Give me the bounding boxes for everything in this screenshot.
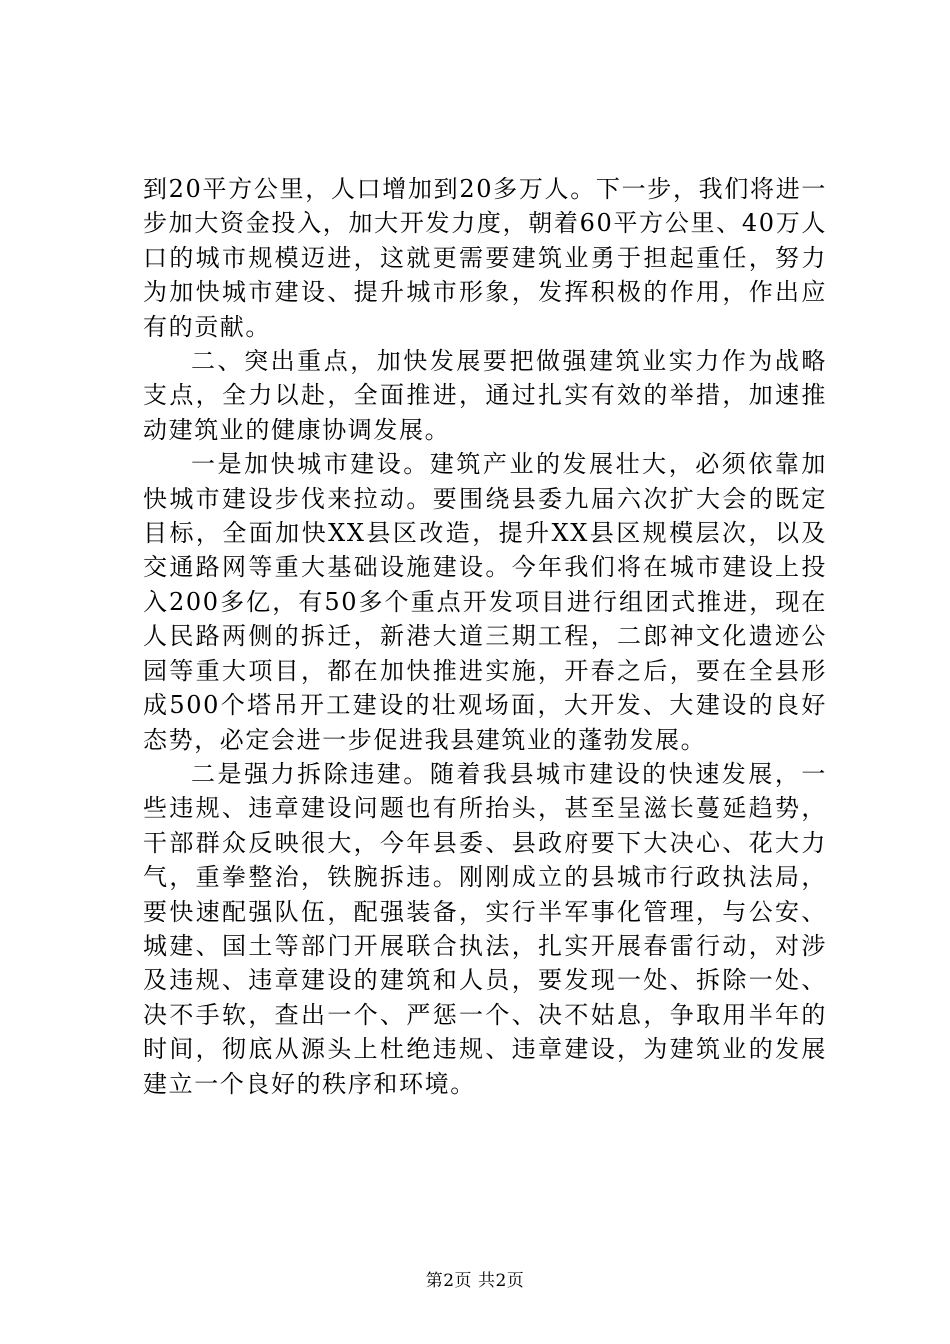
document-body (143, 172, 827, 1101)
page-footer (0, 1270, 950, 1292)
paragraph-continuation: 到20平方公里，人口增加到20多万人。下一步，我们将进一步加大资金投入，加大开发力度，朝着60平方公里、40万人口的城市规模迈进，这就更需要建筑业勇于担起重任，努力为加快城市建设、提升城市形象，发挥积极的作用，作出应有的贡献。 (143, 175, 827, 341)
paragraph-section-two: 二、突出重点，加快发展要把做强建筑业实力作为战略支点，全力以赴，全面推进，通过扎实有效的举措，加速推动建筑业的健康协调发展。 (143, 347, 827, 444)
paragraph-demolish-illegal-buildings: 二是强力拆除违建。随着我县城市建设的快速发展，一些违规、违章建设问题也有所抬头，甚至呈滋长蔓延趋势，干部群众反映很大，今年县委、县政府要下大决心、花大力气，重拳整治，铁腕拆违。刚刚成立的县城市行政执法局，要快速配强队伍，配强装备，实行半军事化管理，与公安、城建、国土等部门开展联合执法，扎实开展春雷行动，对涉及违规、违章建设的建筑和人员，要发现一处、拆除一处、决不手软，查出一个、严惩一个、决不姑息，争取用半年的时间，彻底从源头上杜绝违规、违章建设，为建筑业的发展建立一个良好的秩序和环境。 (143, 759, 827, 1098)
page-number: 第2页 共2页 (425, 1271, 525, 1291)
paragraph-urban-construction: 一是加快城市建设。建筑产业的发展壮大，必须依靠加快城市建设步伐来拉动。要围绕县委九届六次扩大会的既定目标，全面加快XX县区改造，提升XX县区规模层次，以及交通路网等重大基础设施建设。今年我们将在城市建设上投入200多亿，有50多个重点开发项目进行组团式推进，现在人民路两侧的拆迁，新港大道三期工程，二郎神文化遗迹公园等重大项目，都在加快推进实施，开春之后，要在全县形成500个塔吊开工建设的壮观场面，大开发、大建设的良好态势，必定会进一步促进我县建筑业的蓬勃发展。 (143, 450, 827, 754)
